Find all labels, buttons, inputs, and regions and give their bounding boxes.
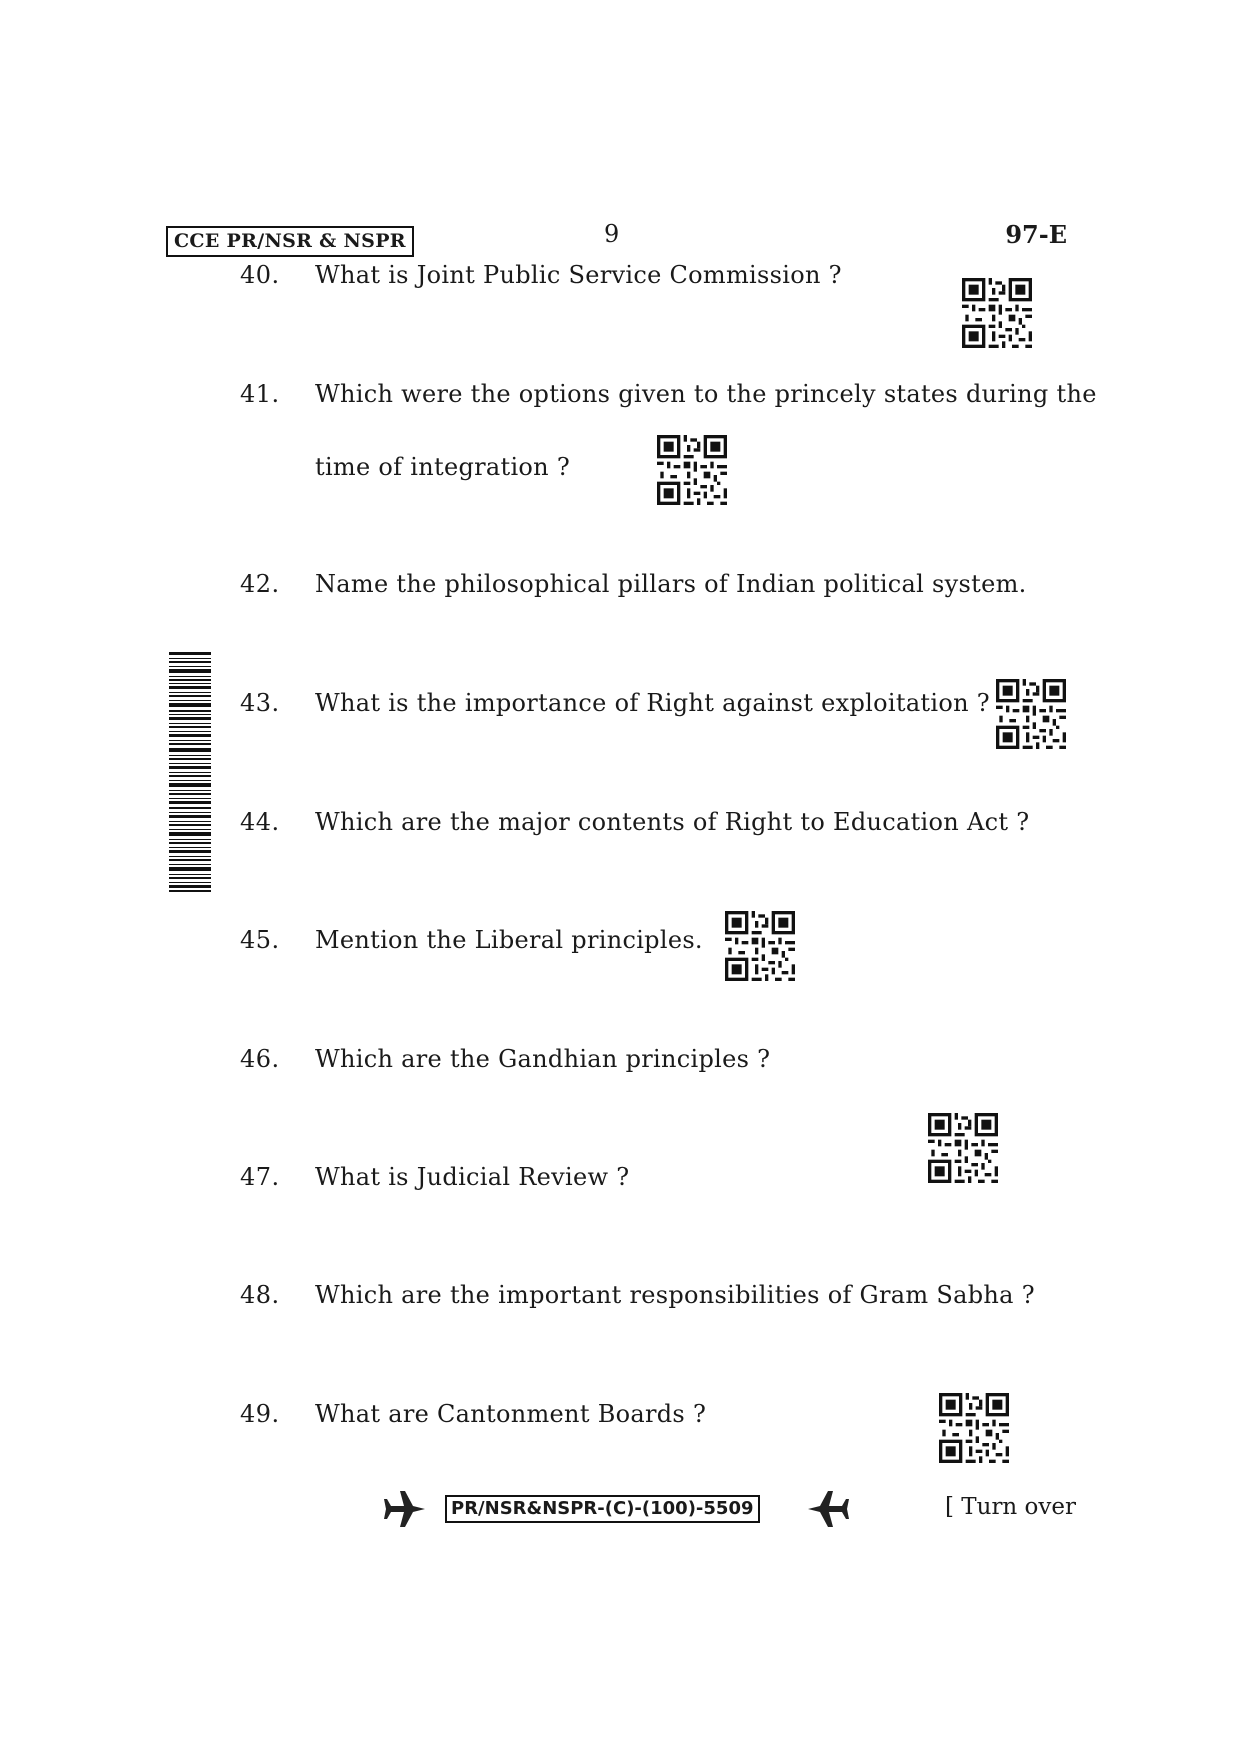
airplane-icon xyxy=(806,1487,850,1531)
barcode-icon xyxy=(169,652,211,892)
paper-code: 97-E xyxy=(1005,220,1067,249)
qr-code-icon xyxy=(657,435,727,505)
question-number: 43. xyxy=(240,689,280,717)
question-number: 46. xyxy=(240,1045,280,1073)
question-number: 45. xyxy=(240,926,280,954)
qr-code-icon xyxy=(939,1393,1009,1463)
question-text: What are Cantonment Boards ? xyxy=(315,1400,707,1428)
qr-code-icon xyxy=(996,679,1066,749)
question-text: Which are the important responsibilities of Gram Sabha ? xyxy=(315,1281,1035,1309)
question-text: What is Joint Public Service Commission ? xyxy=(315,261,842,289)
qr-code-icon xyxy=(962,278,1032,348)
question-number: 47. xyxy=(240,1163,280,1191)
question-number: 41. xyxy=(240,380,280,408)
question-number: 44. xyxy=(240,808,280,836)
question-text-continuation: time of integration ? xyxy=(315,453,571,481)
question-number: 49. xyxy=(240,1400,280,1428)
question-number: 42. xyxy=(240,570,280,598)
question-number: 48. xyxy=(240,1281,280,1309)
page-number: 9 xyxy=(604,220,620,248)
question-text: Name the philosophical pillars of Indian political system. xyxy=(315,570,1027,598)
question-text: Which are the major contents of Right to Education Act ? xyxy=(315,808,1030,836)
question-text: Mention the Liberal principles. xyxy=(315,926,703,954)
question-number: 40. xyxy=(240,261,280,289)
qr-code-icon xyxy=(725,911,795,981)
question-text: Which are the Gandhian principles ? xyxy=(315,1045,771,1073)
question-text: Which were the options given to the princely states during the xyxy=(315,380,1097,408)
question-text: What is the importance of Right against exploitation ? xyxy=(315,689,990,717)
question-text: What is Judicial Review ? xyxy=(315,1163,630,1191)
footer-code-box: PR/NSR&NSPR-(C)-(100)-5509 xyxy=(445,1495,760,1523)
qr-code-icon xyxy=(928,1113,998,1183)
turn-over-label: [ Turn over xyxy=(945,1494,1077,1520)
airplane-icon xyxy=(383,1487,427,1531)
header-code-box: CCE PR/NSR & NSPR xyxy=(166,226,414,257)
